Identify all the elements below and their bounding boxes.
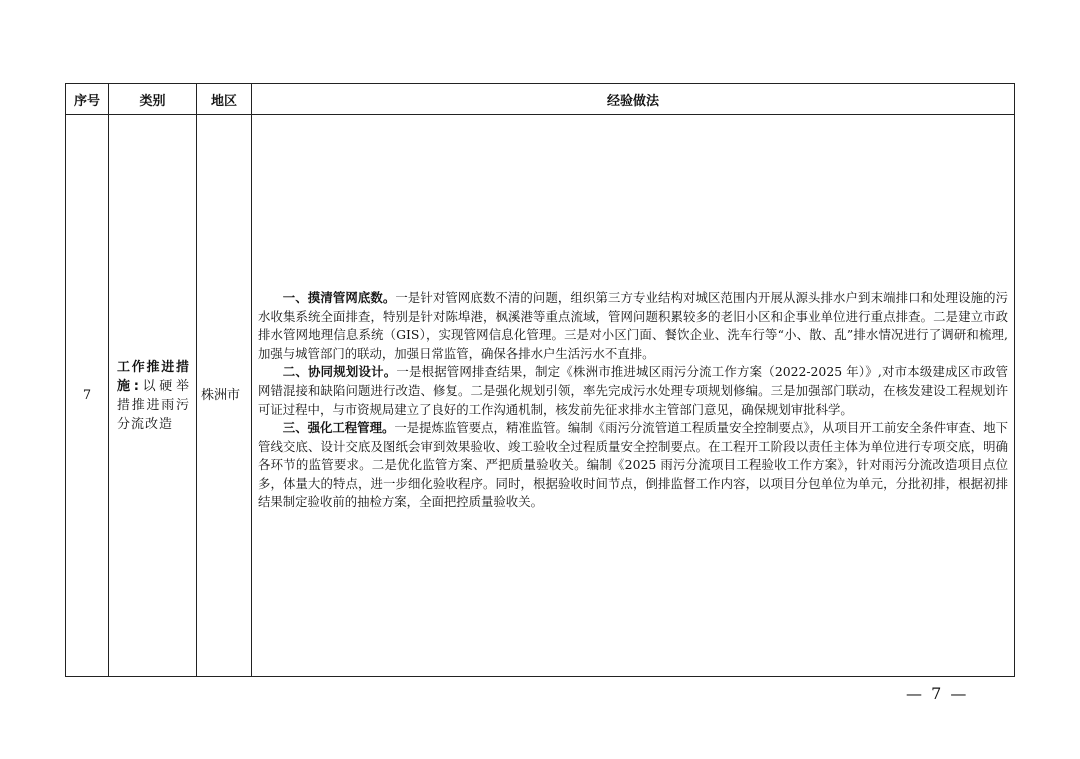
paragraph-body: 一是根据管网排查结果，制定《株洲市推进城区雨污分流工作方案（2022-2025 年）》,对市本级建成区市政管网错混接和缺陷问题进行改造、修复。二是强化规划引领，率先完成污水处理专项规划修编。三是加强部门联动，在核发建设工程规划许可证过程中，与市资规局建立了良好的工作沟通机制，核发前先征求排水主管部门意见，确保规划审批科学。 — [258, 364, 1008, 417]
practice-paragraph-2 — [258, 363, 1008, 419]
header-category: 类别 — [109, 84, 197, 115]
paragraph-heading: 二、协同规划设计。 — [282, 364, 397, 380]
row-practice-cell — [252, 115, 1015, 677]
row-region: 株洲市 — [201, 387, 241, 403]
row-category-cell — [109, 115, 197, 677]
table-row — [66, 115, 1015, 677]
header-practice: 经验做法 — [252, 84, 1015, 115]
table-header-row — [66, 84, 1015, 115]
paragraph-heading: 一、摸清管网底数。 — [282, 289, 396, 305]
practice-paragraph-3 — [258, 419, 1008, 512]
category-rest: 以硬举措推进雨污分流改造 — [117, 378, 190, 432]
row-no: 7 — [66, 115, 109, 677]
experience-table — [65, 83, 1015, 677]
page-number: — 7 — — [906, 684, 969, 703]
row-region-cell — [197, 115, 252, 677]
practice-paragraph-1 — [258, 289, 1008, 363]
header-region: 地区 — [197, 84, 252, 115]
practice-text — [252, 289, 1014, 512]
paragraph-body: 一是针对管网底数不清的问题，组织第三方专业结构对城区范围内开展从源头排水户到末端排口和处理设施的污水收集系统全面排查，特别是针对陈埠港，枫溪港等重点流域，管网问题积累较多的老旧小区和企事业单位进行重点排查。二是建立市政排水管网地理信息系统（GIS），实现管网信息化管理。三是对小区门面、餐饮企业、洗车行等“小、散、乱”排水情况进行了调研和梳理,加强与城管部门的联动，加强日常监管，确保各排水户生活污水不直排。 — [258, 289, 1009, 361]
paragraph-heading: 三、强化工程管理。 — [282, 420, 395, 436]
paragraph-body: 一是提炼监管要点，精准监管。编制《雨污分流管道工程质量安全控制要点》，从项目开工前安全条件审查、地下管线交底、设计交底及图纸会审到效果验收、竣工验收全过程质量安全控制要点。在工程开工阶段以责任主体为单位进行专项交底，明确各环节的监管要求。二是优化监管方案、严把质量验收关。编制《2025 雨污分流项目工程验收工作方案》，针对雨污分流改造项目点位多，体量大的特点，进一步细化验收程序。同时，根据验收时间节点，倒排监督工作内容，以项目分包单位为单元，分批初排，根据初排结果制定验收前的抽检方案，全面把控质量验收关。 — [258, 420, 1008, 510]
header-no: 序号 — [66, 84, 109, 115]
category-bold: 工作推进措施: — [117, 359, 190, 394]
row-category — [109, 358, 196, 434]
